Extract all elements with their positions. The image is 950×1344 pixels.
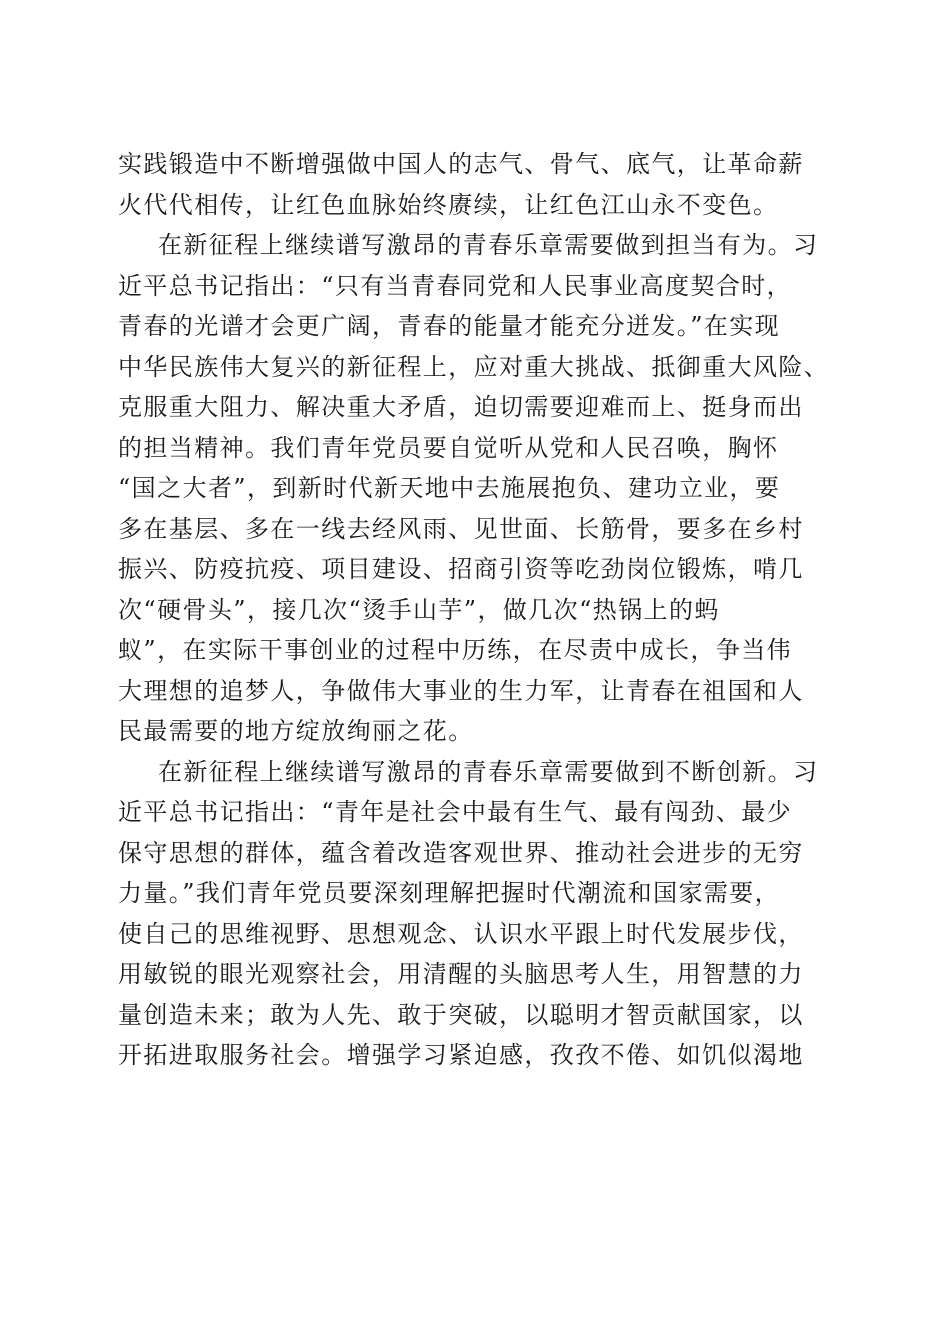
text-line: 开拓进取服务社会。增强学习紧迫感，孜孜不倦、如饥似渴地 (118, 1041, 804, 1069)
text-line: 近平总书记指出：“只有当青春同党和人民事业高度契合时， (118, 271, 793, 300)
text-line: 次“硬骨头”，接几次“烫手山芋”，做几次“热锅上的蚂 (118, 595, 720, 624)
text-line: 使自己的思维视野、思想观念、认识水平跟上时代发展步伐， (118, 919, 804, 948)
text-line: 青春的光谱才会更广阔，青春的能量才能充分迸发。”在实现 (118, 312, 781, 340)
text-line: 振兴、防疫抗疫、项目建设、招商引资等吃劲岗位锻炼，啃几 (118, 555, 804, 583)
text-line: 大理想的追梦人，争做伟大事业的生力军，让青春在祖国和人 (118, 676, 804, 705)
document-body (118, 144, 848, 1076)
text-line: 在新征程上继续谱写激昂的青春乐章需要做到担当有为。习 (158, 231, 819, 259)
paragraph-2 (118, 225, 848, 752)
text-line: “国之大者”，到新时代新天地中去施展抱负、建功立业，要 (118, 474, 781, 502)
text-line: 民最需要的地方绽放绚丽之花。 (118, 717, 474, 745)
text-line: 用敏锐的眼光观察社会，用清醒的头脑思考人生，用智慧的力 (118, 960, 804, 988)
paragraph-3 (118, 752, 848, 1076)
text-line: 近平总书记指出：“青年是社会中最有生气、最有闯劲、最少 (118, 798, 793, 826)
text-line: 火代代相传，让红色血脉始终赓续，让红色江山永不变色。 (118, 190, 779, 219)
text-line: 克服重大阻力、解决重大矛盾，迫切需要迎难而上、挺身而出 (118, 393, 804, 421)
text-line: 量创造未来；敢为人先、敢于突破，以聪明才智贡献国家，以 (118, 1000, 804, 1029)
text-line: 的担当精神。我们青年党员要自觉听从党和人民召唤，胸怀 (118, 433, 779, 462)
text-line: 在新征程上继续谱写激昂的青春乐章需要做到不断创新。习 (158, 757, 819, 786)
text-line: 实践锻造中不断增强做中国人的志气、骨气、底气，让革命薪 (118, 150, 804, 178)
text-line: 保守思想的群体，蕴含着改造客观世界、推动社会进步的无穷 (118, 838, 804, 867)
text-line: 中华民族伟大复兴的新征程上，应对重大挑战、抵御重大风险、 (118, 352, 830, 381)
text-line: 力量。”我们青年党员要深刻理解把握时代潮流和国家需要， (118, 879, 781, 907)
paragraph-1 (118, 144, 848, 225)
text-line: 多在基层、多在一线去经风雨、见世面、长筋骨，要多在乡村 (118, 514, 804, 543)
text-line: 蚁”，在实际干事创业的过程中历练，在尽责中成长，争当伟 (118, 636, 793, 664)
